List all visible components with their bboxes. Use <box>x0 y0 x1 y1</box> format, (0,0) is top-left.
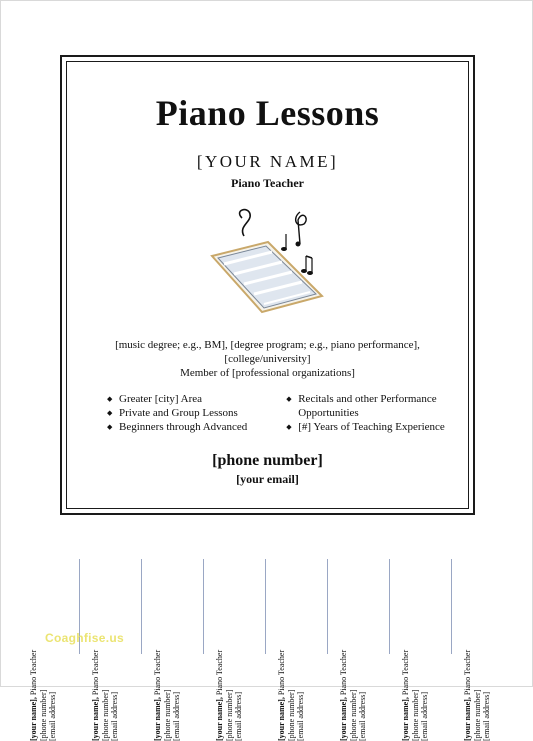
tab-name: [your name], <box>153 696 162 741</box>
tab-name-line <box>29 631 39 741</box>
feature-item: ◆ Greater [city] Area <box>107 392 286 406</box>
tab-role: Piano Teacher <box>401 649 410 697</box>
tab-divider <box>203 559 204 654</box>
credentials-line-degree: [music degree; e.g., BM], [degree program; e.g., piano performance], <box>115 339 420 351</box>
piano-keyboard-icon <box>204 204 334 314</box>
tab-name-line <box>91 631 101 741</box>
tab-name-line <box>339 631 349 741</box>
tear-off-tab <box>339 549 389 741</box>
tab-email: [email address] <box>358 691 367 741</box>
tab-phone: [phone number] <box>224 689 234 741</box>
features-left-column <box>107 392 286 434</box>
feature-item: ◆ Recitals and other Performance <box>286 392 456 406</box>
tab-phone: [phone number] <box>162 689 172 741</box>
tab-email: [email address] <box>482 691 491 741</box>
tear-off-tab <box>215 549 265 741</box>
tab-phone: [phone number] <box>100 689 110 741</box>
tear-off-tab <box>463 549 513 741</box>
tab-name: [your name], <box>401 696 410 741</box>
tab-email: [email address] <box>48 691 57 741</box>
tab-role: Piano Teacher <box>215 649 224 697</box>
tab-name-line <box>153 631 163 741</box>
tab-name-line <box>463 631 473 741</box>
feature-item: ◆ Beginners through Advanced <box>107 420 286 434</box>
tab-name-line <box>277 631 287 741</box>
credentials-line-member: Member of [professional organizations] <box>180 367 355 379</box>
tab-name: [your name], <box>277 696 286 741</box>
flyer-title: Piano Lessons <box>155 93 380 133</box>
tab-phone: [phone number] <box>348 689 358 741</box>
tab-role: Piano Teacher <box>153 649 162 697</box>
features-list <box>107 392 456 434</box>
tab-email: [email address] <box>420 691 429 741</box>
tab-role: Piano Teacher <box>91 649 100 697</box>
tab-name-line <box>401 631 411 741</box>
tab-name: [your name], <box>91 696 100 741</box>
teacher-role: Piano Teacher <box>230 176 304 190</box>
tab-phone: [phone number] <box>472 689 482 741</box>
tab-contact-text <box>91 631 120 741</box>
tab-role: Piano Teacher <box>463 649 472 697</box>
tab-email: [email address] <box>110 691 119 741</box>
tab-contact-text <box>339 631 368 741</box>
phone-number: [phone number] <box>212 452 323 469</box>
feature-continuation-text: Opportunities <box>298 407 359 419</box>
tab-email: [email address] <box>296 691 305 741</box>
credentials-block <box>67 338 468 380</box>
feature-item: ◆ [#] Years of Teaching Experience <box>286 420 456 434</box>
tab-divider <box>327 559 328 654</box>
email-address: [your email] <box>236 472 299 486</box>
credentials-line-college: [college/university] <box>224 353 311 365</box>
tab-name-line <box>215 631 225 741</box>
feature-item-continuation <box>286 406 456 420</box>
tab-contact-text <box>29 631 58 741</box>
tab-role: Piano Teacher <box>339 649 348 697</box>
tab-contact-text <box>215 631 244 741</box>
features-right-column <box>286 392 456 434</box>
tab-divider <box>265 559 266 654</box>
tab-role: Piano Teacher <box>29 649 38 697</box>
tab-contact-text <box>277 631 306 741</box>
tab-email: [email address] <box>234 691 243 741</box>
tab-name: [your name], <box>29 696 38 741</box>
tab-contact-text <box>401 631 430 741</box>
tab-phone: [phone number] <box>410 689 420 741</box>
tab-name: [your name], <box>463 696 472 741</box>
tear-off-tab <box>401 549 451 741</box>
tab-contact-text <box>463 631 492 741</box>
tab-name: [your name], <box>215 696 224 741</box>
watermark: Coaghfise.us <box>45 631 124 645</box>
tab-contact-text <box>153 631 182 741</box>
tab-email: [email address] <box>172 691 181 741</box>
tab-divider <box>389 559 390 654</box>
tab-phone: [phone number] <box>286 689 296 741</box>
feature-item: ◆ Private and Group Lessons <box>107 406 286 420</box>
tab-role: Piano Teacher <box>277 649 286 697</box>
tab-divider <box>141 559 142 654</box>
tear-off-tab <box>277 549 327 741</box>
tab-divider <box>451 559 452 654</box>
tab-name: [your name], <box>339 696 348 741</box>
tear-off-tab <box>153 549 203 741</box>
tab-phone: [phone number] <box>38 689 48 741</box>
flyer-border <box>60 55 475 515</box>
flyer-inner-border <box>66 61 469 509</box>
teacher-name: [YOUR NAME] <box>196 152 339 171</box>
